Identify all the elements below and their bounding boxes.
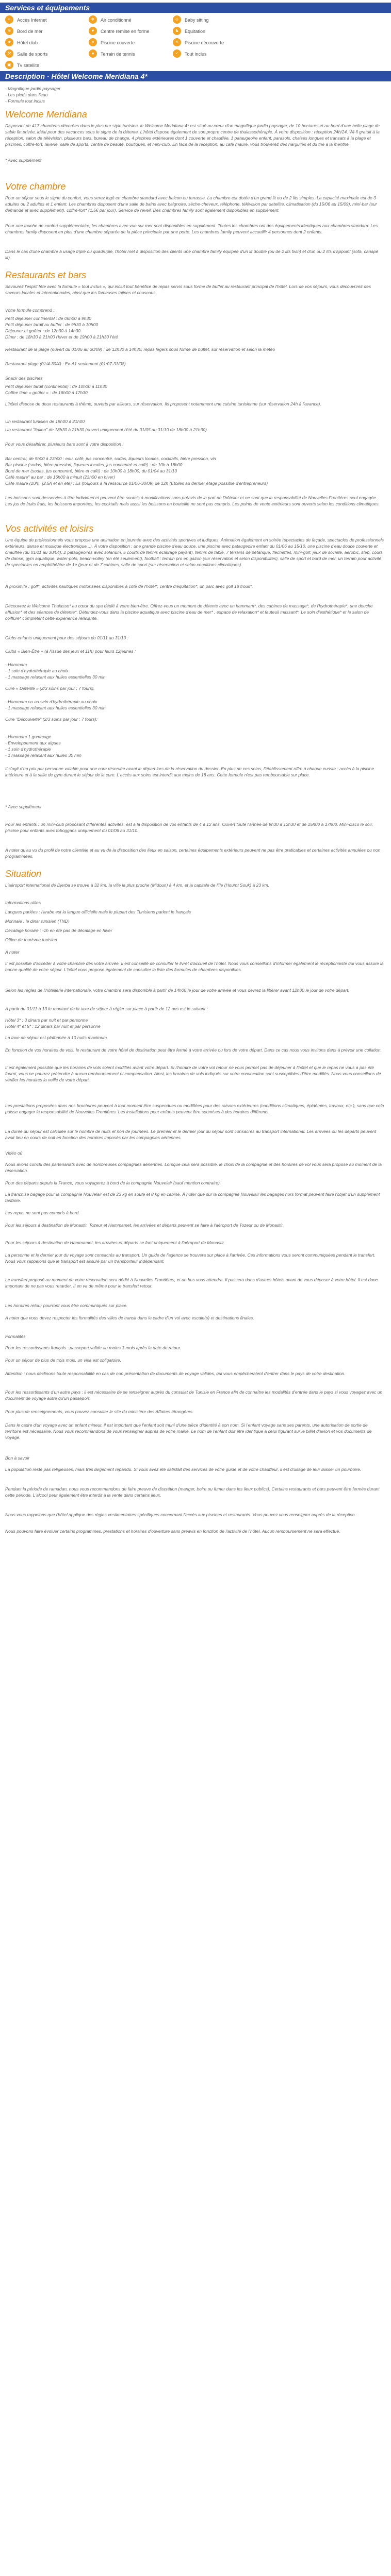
- cure-item: - Hammam ou au sein d'hydrothérapie au choix: [5, 699, 97, 704]
- nearby-activities: À proximité : golf*, activités nautiques motorisées disponibles à côté de l'hôtel*, centre d'équitation*, un parc avec golf 18 trous*.: [5, 584, 253, 589]
- italian-restaurant: Un restaurant "italien" de 18h30 à 21h30 (ouvert uniquement l'été du 01/05 au 31/10 de 18h00 à 21h30): [5, 427, 207, 432]
- cure-note: Il s'agit d'un prix par personne valable pour une cure réservée avant le départ lors de la réservation du dossier. En plus de ces soins, l'établissement offre à chaque curiste : accès à la piscine intérieure et à la salle de gym durant le séjour de la cure. L'accès aux soins est interdit aux moins de 18 ans. Cette formule n'est pas remboursable sur place.: [5, 766, 374, 777]
- situation-text: L'aéroport international de Djerba se trouve à 32 km, la ville la plus proche (Midoun) à 4 km, et la capitale de l'île (Houmt Souk) à 23 km.: [5, 883, 270, 888]
- note-text: Il est possible d'accéder à votre chambre dès votre arrivée. Il est conseillé de consulter le livret d'accueil de l'hôtel. Nous vous conseillons d'informer également le réceptionniste qui vous assure la bonne qualité de votre séjour. L'hôtel vous propose également de consulter la liste des formules de chambres disponibles.: [5, 961, 384, 972]
- meal-item: Déjeuner et goûter : de 12h30 à 14h30: [5, 328, 81, 333]
- intro-item: - Les pieds dans l'eau: [5, 92, 48, 97]
- cure-decouverte-list: [5, 734, 384, 758]
- service-label: Tv satellite: [17, 63, 40, 68]
- snack-item: Petit déjeuner tardif (continental) : de 10h00 à 11h30: [5, 384, 107, 389]
- kids-club: Pour les enfants : un mini-club proposant différentes activités, est à la disposition de vos enfants de 4 à 12 ans. Ouvert toute l'année de 9h30 à 12h30 et de 15h00 à 17h00. Mini-disco le soir, piscine pour enfants avec toboggans uniquement du 01/06 au 31/10.: [5, 822, 373, 833]
- service-label: Accès Internet: [17, 18, 47, 23]
- gym-icon: ⚒: [5, 49, 13, 58]
- tax-item: Hôtel 3* : 3 dinars par nuit et par personne: [5, 1018, 88, 1023]
- note-text: La personne et le dernier jour du voyage sont consacrés au transport. Un guide de l'agence se trouvera sur place à l'arrivée. Ces informations vous seront communiquées pendant le transfert. Nous vous rappelons que le transport est assuré par un transporteur indépendant.: [5, 1252, 376, 1264]
- activities-heading: Vos activités et loisirs: [5, 523, 94, 534]
- services-title: Services et équipements: [0, 3, 391, 13]
- tax-item: Hôtel 4* et 5* : 12 dinars par nuit et par personne: [5, 1024, 101, 1029]
- baby-sitting-icon: ☺: [173, 15, 181, 24]
- beach-icon: ≋: [5, 27, 13, 35]
- good-to-know-text: Nous vous rappelons que l'hôtel applique des règles vestimentaires spécifiques concernant l'accès aux piscines et restaurants. Vous pouvez vous renseigner auprès de la réception.: [5, 1512, 356, 1517]
- room-text: Pour un séjour sous le signe du confort, vous serez logé en chambre standard avec balcon ou terrasse. La chambre est dotée d'un grand lit ou de 2 lits simples. La capacité maximale est de 3 adultes ou 2 adultes et 1 enfant. Les chambres disposent d'une salle de bains avec baignoire, sèche-cheveux, téléphone, télévision par satellite, climatisation (du 15/06 au 15/09), mini-bar (sur demande et avec supplément), coffre-fort* (1,5€ par jour). Service de réveil. Des chambres family sont également disponibles en supplément.: [5, 195, 377, 213]
- note-label: Vidéo où: [5, 1150, 23, 1156]
- cure-item: - 1 soin d'hydrothérapie: [5, 747, 51, 752]
- restaurants-text: Savourez l'esprit fête avec la formule « tout inclus », qui inclut tout bénéfice de repas servis sous forme de buffet au restaurant principal de l'hôtel. Lors de vos séjours, vous découvrirez des saveurs locales et internationales, ainsi que les fameuses tajines et couscous.: [5, 284, 371, 295]
- note-text: En fonction de vos horaires de vols, le restaurant de votre hôtel de destination peut être fermé à votre arrivée ou lors de votre départ. Dans ce cas nous vous invitons dans à prévoir une collation.: [5, 1047, 382, 1053]
- room-heading: Votre chambre: [5, 181, 66, 192]
- theme-restaurants: L'hôtel dispose de deux restaurants à thème, ouverts par ailleurs, sur réservation. Ils proposent notamment une cuisine tunisienne (sur réservation 24h à l'avance).: [5, 401, 321, 406]
- bar-item: Bord de mer (sodas, jus concentré, bière et café) : de 10h00 à 18h00, du 01/04 au 31/10: [5, 468, 177, 473]
- formalities-text: Pour un séjour de plus de trois mois, un visa est obligatoire.: [5, 1358, 121, 1363]
- cure-bien-etre-list: [5, 662, 384, 680]
- tv-satellite-icon: ▣: [5, 61, 13, 69]
- service-label: Air conditionné: [101, 18, 132, 23]
- note-text: La franchise bagage pour la compagnie Nouvelair est de 23 kg en soute et 8 kg en cabine. À noter que sur la compagnie Nouvelair les bagages hors format peuvent faire l'objet d'un supplément tarifaire.: [5, 1192, 380, 1203]
- service-label: Hôtel club: [17, 40, 38, 45]
- service-label: Piscine découverte: [185, 40, 224, 45]
- cure-bien-etre: Clubs « Bien-Être » (à l'issue des jeux et 11h) pour leurs 12jeunes :: [5, 649, 136, 654]
- snack-list: [5, 383, 384, 396]
- cure-item: - 1 massage relaxant aux huiles essentielles 30 min: [5, 674, 106, 680]
- formalities-text: Pour les ressortissants d'un autre pays : il est nécessaire de se renseigner auprès du consulat de Tunisie en France afin de connaître les modalités d'entrée dans le pays si vous voyagez avec un document de voyage autre qu'un passeport.: [5, 1389, 383, 1401]
- cure-item: - Hammam: [5, 662, 27, 667]
- note-text: Nous avons conclu des partenariats avec de nombreuses compagnies aériennes. Lorsque cela sera possible, le choix de la compagnie et des horaires de vol vous sera proposé au moment de la réservation.: [5, 1162, 382, 1173]
- situation-heading: Situation: [5, 869, 42, 879]
- note-label: À noter: [5, 950, 20, 955]
- good-to-know-text: Nous pouvons faire évoluer certains programmes, prestations et horaires d'ouverture sans préavis en fonction de l'activité de l'hôtel. Aucun remboursement ne sera effectué.: [5, 1529, 340, 1534]
- room-text-3: Dans le cas d'une chambre à usage triple ou quadruple, l'hôtel met à disposition des clients une chambre family équipée d'un lit double (ou de 2 lits twin) et d'un ou 2 lits d'appoint (sofa, canapé lit).: [5, 249, 379, 260]
- horse-riding-icon: ♞: [173, 27, 181, 35]
- activities-text: Une équipe de professionnels vous propose une animation en journée avec des activités sportives et ludiques. Animation également en soirée (spectacles de façade, spectacles de professionnels extérieurs, danse et musique électronique...). À votre disposition : une grande piscine d'eau douce, une piscine avec pataugeoire enfant du 01/06 au 15/10, une piscine d'eau douce couverte et chauffée (du 01/11 au 30/04), 2 pataugeoires avec solarium, 5 courts de tennis éclairage payant), tennis de table, 7 terrains de pétanque, fléchettes, mini-golf, jeux de société, aérobic, step, cours de danse, gym aquatique, water-polo, beach-volley (en été seulement), football : terrain pro en gazon (sur réservation et selon disponibilités), salle de sport et bord de mer, un terrain pour activité de spectacles en amphithéâtre de 1e (jeux et de 7 cabines, salle de sport (sur réservation et selon conditions climatiques).: [5, 537, 384, 567]
- bar-item: Cafe maure (10h), (2,5h et en été) : Es (toujours à la ressource 01/06-30/09) de 12h (Etoiles au dernier étage possible d'entrepreneurs): [5, 481, 268, 486]
- intro-item: - Magnifique jardin paysager: [5, 86, 61, 91]
- formalities-text: Pour plus de renseignements, vous pouvez consulter le site du ministère des Affaires étrangères.: [5, 1409, 194, 1414]
- good-to-know-text: La population reste pas religieuses, mais très largement répandu. Si vous avez été satisfait des services de votre guide et de votre chauffeur, il est d'usage de leur laisser un pourboire.: [5, 1467, 362, 1472]
- bar-item: Bar piscine (sodas, bière pression, liqueurs locales, jus concentré et café) : de 10h à 18h00: [5, 462, 183, 467]
- services-list: [0, 13, 391, 69]
- outdoor-pool-icon: ☀: [173, 38, 181, 46]
- useful-info-list: [5, 909, 384, 943]
- formula-label: Votre formule comprend :: [5, 308, 55, 313]
- bar-item: Bar central, de 9h00 à 23h00 : eau, café, jus concentré, sodas, liqueurs locales, cocktails, bière pression, vin: [5, 456, 216, 461]
- formalities-text: Pour les ressortissants français : passeport valide au moins 3 mois après la date de retour.: [5, 1345, 182, 1350]
- indoor-pool-icon: ≈: [89, 38, 97, 46]
- hotel-club-icon: ★: [5, 38, 13, 46]
- activities-note: À noter qu'au vu du profil de notre clientèle et au vu de la disposition des lieux en saison, certaines équipements extérieurs peuvent ne pas être praticables et certaines activités annulées ou non programmées.: [5, 848, 381, 859]
- note-text: Selon les règles de l'hôtellerie internationale, votre chambre sera disponible à partir de 14h00 le jour de votre arrivée et vous devrez la libérer avant 12h00 le jour de votre départ.: [5, 988, 350, 993]
- info-item: Monnaie : le dinar tunisien (TND): [5, 919, 70, 924]
- note-text: Pour des départs depuis la France, vous voyagerez à bord de la compagnie Nouvelair (sauf mention contraire).: [5, 1180, 221, 1185]
- tax-list: [5, 1017, 384, 1029]
- note-text: À partir du 01/11 à 13 le montant de la taxe de séjour à régler sur place à partir de 12 ans est le suivant :: [5, 1006, 208, 1011]
- wifi-icon: ≈: [5, 15, 13, 24]
- meal-item: Petit déjeuner tardif au buffet : de 9h30 à 10h00: [5, 322, 99, 327]
- note-text: Il est également possible que les horaires de vols soient modifiés avant votre départ. Si l'horaire de votre vol retour ne vous permet pas de déjeuner à l'hôtel et que le repas ne vous a pas été fourni, vous ne pourrez prétendre à aucun remboursement ni compensation. Ainsi, les horaires de vols indiqués sur votre convocation sont susceptibles d'être modifiés. Nous vous conseillons de vérifier les horaires la veille de votre départ.: [5, 1065, 381, 1082]
- meal-item: Petit déjeuner continental : de 06h00 à 9h30: [5, 316, 91, 321]
- info-item: Décalage horaire : -1h en été pas de décalage en hiver: [5, 928, 112, 933]
- note-text: Les repas ne sont pas compris à bord.: [5, 1210, 80, 1215]
- fitness-center-icon: ♥: [89, 27, 97, 35]
- snack-label: Snack des piscines: [5, 376, 43, 381]
- supplement-note-2: * Avec supplément: [5, 804, 42, 809]
- intro-item: - Formule tout inclus: [5, 98, 45, 104]
- service-label: Terrain de tennis: [101, 52, 135, 57]
- meal-schedule: [5, 315, 384, 340]
- supplement-note: * Avec supplément: [5, 158, 42, 163]
- useful-info-label: Informations utiles: [5, 900, 41, 905]
- snack-item: Coffee time « goûter » : de 16h00 à 17h30: [5, 390, 88, 395]
- note-text: À noter que vous devez respecter les formalités des villes de transit dans le cadre d'un vol avec escale(s) et destinations finales.: [5, 1315, 254, 1320]
- good-to-know-text: Pendant la période de ramadan, nous vous recommandons de faire preuve de discrétion (manger, boire ou fumer dans les lieux publics). Certains restaurants et bars peuvent être fermés durant cette période. L'alcool peut également être interdit à la vente dans certains lieux.: [5, 1486, 380, 1498]
- cure-item: - 1 massage relaxant aux huiles 30 min: [5, 753, 82, 758]
- cure-item: - 1 massage relaxant aux huiles essentielles 30 min: [5, 705, 106, 710]
- restaurants-heading: Restaurants et bars: [5, 270, 87, 280]
- beach-restaurant: Restaurant de la plage (ouvert du 01/06 au 30/09) : de 12h30 à 14h30, repas légers sous forme de buffet, sur réservation et selon la météo: [5, 347, 275, 352]
- cure-item: - Hammam 1 gommage: [5, 734, 52, 739]
- note-text: La durée du séjour est calculée sur le nombre de nuits et non de journées. Le premier et le dernier jour du séjour sont consacrés au transport international. Les arrivées ou les départs peuvent avoir lieu en cours de nuit en fonction des horaires imposés par les compagnies aériennes.: [5, 1129, 377, 1140]
- welcome-heading: Welcome Meridiana: [5, 109, 87, 120]
- info-item: Office de tourisme tunisien: [5, 937, 57, 942]
- tennis-icon: ●: [89, 49, 97, 58]
- welcome-text: Disposant de 417 chambres décorées dans le plus pur style tunisien, le Welcome Meridiana 4* est situé au cœur d'un magnifique jardin paysager, de 10 hectares et au bord d'une belle plage de sable fin privée, idéal pour des vacances sous le signe de la détente. L'hôtel dispose également de son propre centre de thalassothérapie. À votre disposition : réception 24h/24, Wi-fi gratuit à la réception, salon de télévision, plusieurs bars, bureau de change, 4 piscines extérieures dont 1 couverte et chauffée, 1 pataugeoire enfant, parasols, chaises longues et transats à la plage et piscines, coffre-fort, laverie, salle de sports, centre de beauté, boutiques, et mini-club. En face de la réception, au café maure, vous trouverez des narguilés et du thé à la menthe.: [5, 123, 380, 147]
- bars-list: [5, 455, 384, 486]
- note-text: Pour les séjours à destination de Monastir, Tozeur et Hammamet, les arrivées et départs peuvent se faire à l'aéroport de Tozeur ou de Monastir.: [5, 1223, 284, 1228]
- service-label: Baby sitting: [185, 18, 209, 23]
- attention-text: Attention : nous déclinons toute responsabilité en cas de non présentation de documents de voyage valides, qui vous empêcheraient d'entrer dans le pays de votre destination.: [5, 1371, 346, 1376]
- service-label: Bord de mer: [17, 29, 43, 34]
- all-inclusive-icon: ✓: [173, 49, 181, 58]
- bar-item: Café maure" au bar : de 16h00 à minuit (23h00 en hiver): [5, 474, 115, 480]
- service-label: Equitation: [185, 29, 206, 34]
- thalasso-text: Découvrez le Welcome Thalasso* au cœur du spa dédié à votre bien-être. Offrez-vous un moment de détente avec un hammam*, des cabines de massage*, de l'hydrothérapie*, une douche affusion* et des séances de détente*. Détendez-vous dans la piscine aquatique avec piscine d'eau de mer* , espace de relaxation* et fauteuil massant*. Le soin d'esthétique* et le salon de coiffure* complètent cette expérience relaxante.: [5, 603, 373, 621]
- tunisian-restaurant: Un restaurant tunisien de 19h00 à 21h00: [5, 419, 85, 424]
- note-text: Les horaires retour pourront vous être communiqués sur place.: [5, 1303, 128, 1308]
- note-text: Pour les séjours à destination de Hammamet, les arrivées et départs se font uniquement à l'aéroport de Monastir.: [5, 1240, 225, 1245]
- meal-item: Dîner : de 18h30 à 21h00 l'hiver et de 19h00 à 21h30 l'été: [5, 334, 118, 340]
- air-conditioning-icon: ❄: [89, 15, 97, 24]
- note-text: Les prestations proposées dans nos brochures peuvent à tout moment être suspendues ou modifiées pour des raisons extérieures (conditions climatiques, épidémies, travaux, etc.), sans que cela puisse engager la responsabilité de Nouvelles Frontières. Les installations pour enfants peuvent être soumises à des horaires différents.: [5, 1103, 384, 1114]
- service-label: Piscine couverte: [101, 40, 135, 45]
- bars-intro: Pour vous désaltérer, plusieurs bars sont à votre disposition :: [5, 442, 124, 447]
- beach-restaurant-special: Restaurant plage (01/4-30/4) : Ex-A1 seulement (01/07-31/08): [5, 361, 126, 366]
- cure-decouverte: Cure "Découverte" (2/3 soins par jour : 7 fours):: [5, 717, 97, 722]
- cure-item: - 1 soin d'hydrothérapie au choix: [5, 668, 69, 673]
- room-text-2: Pour une touche de confort supplémentaire, les chambres avec vue sur mer sont disponibles en supplément. Toutes les chambres ont des équipements identiques aux chambres standard. Les chambres family disposent en plus d'une chambre séparée de la pièce principale par une porte. Les chambres family peuvent accueillir 4 personnes dont 2 enfants.: [5, 223, 378, 234]
- formalities-text: Dans le cadre d'un voyage avec un enfant mineur, il est important que l'enfant soit muni d'une pièce d'identité à son nom. Si l'enfant voyage sans ses parents, une autorisation de sortie de territoire est nécessaire. Nous vous recommandons de vous renseigner auprès de votre mairie. Le nom de l'enfant doit être identique à celui figurant sur le billet d'avion et vos documents de voyage.: [5, 1422, 372, 1440]
- intro-list: [5, 86, 384, 104]
- good-to-know-label: Bon à savoir: [5, 1455, 30, 1461]
- info-item: Langues parlées : l'arabe est la langue officielle mais le plupart des Tunisiens parlent le français: [5, 909, 191, 914]
- note-text: La taxe de séjour est plafonnée à 10 nuits maximum.: [5, 1035, 108, 1040]
- description-title: Description - Hôtel Welcome Meridiana 4*: [0, 71, 391, 81]
- cure-intro: Clubs enfants uniquement pour des séjours du 01/11 au 31/10 :: [5, 635, 128, 640]
- service-label: Salle de sports: [17, 52, 48, 57]
- cure-item: - Enveloppement aux algues: [5, 740, 61, 745]
- service-label: Tout inclus: [185, 52, 207, 57]
- cure-detente-list: [5, 699, 384, 711]
- formalities-label: Formalités: [5, 1334, 26, 1339]
- service-label: Centre remise en forme: [101, 29, 150, 34]
- note-text: Le transfert proposé au moment de votre réservation sera dédié à Nouvelles Frontières, et un bus vous attendra. Il passera dans d'autres hôtels avant de vous déposer à votre hôtel. Il est donc important de ne pas vous retarder. Il en va de même pour le transfert retour.: [5, 1277, 378, 1289]
- bars-note: Les boissons sont desservies à titre individuel et peuvent être soumis à modifications sans préavis de la part de l'hôtelier et ne sont que la responsabilité de Nouvelles Frontières seul engagée. Les jus de fruits frais, les boissons importées, les cocktails mais aussi les boissons en bouteille ne sont pas compris. Les points de vente extérieurs sont ouverts selon les conditions climatiques.: [5, 495, 380, 506]
- cure-detente: Cure « Détente » (2/3 soins par jour : 7 fours),: [5, 686, 95, 691]
